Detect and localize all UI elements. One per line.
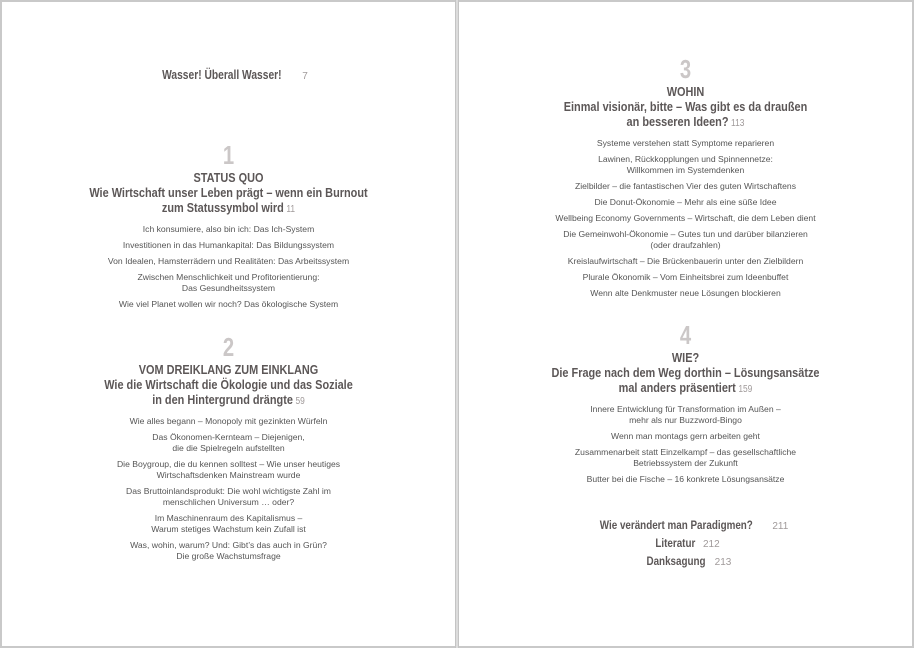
- chapter-title-line: Einmal visionär, bitte – Was gibt es da draußen: [563, 99, 808, 114]
- end-matter-page: 212: [703, 539, 720, 550]
- section-entry-line: Betriebssystem der Zukunft: [633, 458, 738, 468]
- chapter-title-end: zum Statussymbol wird: [161, 200, 284, 215]
- intro-entry[interactable]: [2, 66, 455, 84]
- chapter-title-line: [38, 392, 419, 409]
- chapter-title-line: [38, 200, 419, 217]
- section-entry-line: Willkommen im Systemdenken: [626, 165, 745, 175]
- section-entry-line: Zusammenarbeit statt Einzelkampf – das gesellschaftliche: [574, 447, 797, 457]
- section-entry-line: Warum stetiges Wachstum kein Zufall ist: [151, 524, 306, 534]
- end-matter-item[interactable]: [459, 516, 912, 534]
- chapter-3: [459, 56, 912, 304]
- section-list: [459, 138, 912, 299]
- left-page: [2, 2, 455, 646]
- chapter-page-number: 59: [295, 396, 305, 407]
- section-entry[interactable]: [459, 138, 912, 149]
- section-entry[interactable]: [459, 288, 912, 299]
- section-entry-line: Das Bruttoinlandsprodukt: Die wohl wichtigste Zahl im: [126, 486, 331, 496]
- section-entry-line: Wie viel Planet wollen wir noch? Das ökologische System: [118, 299, 339, 309]
- section-entry[interactable]: [2, 459, 455, 481]
- chapter-title-line: [495, 380, 876, 397]
- section-entry[interactable]: [2, 432, 455, 454]
- section-entry[interactable]: [2, 299, 455, 310]
- section-entry-line: Plurale Ökonomik – Vom Einheitsbrei zum Ideenbuffet: [582, 272, 789, 282]
- section-entry[interactable]: [2, 240, 455, 251]
- chapter-heading[interactable]: [38, 170, 419, 217]
- section-entry[interactable]: [459, 229, 912, 251]
- section-entry-line: Ich konsumiere, also bin ich: Das Ich-System: [142, 224, 315, 234]
- section-entry-line: Innere Entwicklung für Transformation im Außen –: [590, 404, 781, 414]
- chapter-1: [2, 142, 455, 315]
- section-entry[interactable]: [459, 197, 912, 208]
- chapter-heading[interactable]: [495, 84, 876, 131]
- chapter-title-line: Wie Wirtschaft unser Leben prägt – wenn ein Burnout: [89, 185, 368, 200]
- section-entry[interactable]: [2, 272, 455, 294]
- chapter-title-end: an besseren Ideen?: [626, 114, 729, 129]
- end-matter-title: Literatur: [655, 536, 696, 550]
- section-list: [2, 224, 455, 310]
- intro-title: Wasser! Überall Wasser!: [162, 68, 282, 82]
- chapter-page-number: 159: [738, 384, 753, 395]
- chapter-title-line: Wie die Wirtschaft die Ökologie und das Soziale: [104, 377, 353, 392]
- section-entry-line: Zielbilder – die fantastischen Vier des guten Wirtschaftens: [574, 181, 796, 191]
- section-entry[interactable]: [459, 404, 912, 426]
- section-entry[interactable]: [2, 256, 455, 267]
- chapter-label: VOM DREIKLANG ZUM EINKLANG: [138, 362, 319, 377]
- end-matter-item[interactable]: [459, 552, 912, 570]
- section-entry-line: (oder draufzahlen): [650, 240, 721, 250]
- section-entry-line: Das Ökonomen-Kernteam – Diejenigen,: [152, 432, 305, 442]
- section-entry-line: menschlichen Universum … oder?: [162, 497, 295, 507]
- section-entry[interactable]: [459, 256, 912, 267]
- section-entry-line: die die Spielregeln aufstellten: [172, 443, 285, 453]
- right-page: [459, 2, 912, 646]
- chapter-label: WIE?: [671, 350, 700, 365]
- section-entry-line: Wirtschaftsdenken Mainstream wurde: [156, 470, 301, 480]
- chapter-label: STATUS QUO: [193, 170, 264, 185]
- section-entry-line: Wenn man montags gern arbeiten geht: [611, 431, 760, 441]
- section-entry-line: Die große Wachstumsfrage: [176, 551, 281, 561]
- chapter-title-end: in den Hintergrund drängte: [152, 392, 293, 407]
- section-entry[interactable]: [2, 540, 455, 562]
- section-entry-line: Die Gemeinwohl-Ökonomie – Gutes tun und darüber bilanzieren: [563, 229, 808, 239]
- section-entry-line: Systeme verstehen statt Symptome reparieren: [596, 138, 775, 148]
- section-entry-line: Investitionen in das Humankapital: Das Bildungssystem: [122, 240, 335, 250]
- chapter-page-number: 11: [286, 204, 296, 215]
- section-entry[interactable]: [459, 154, 912, 176]
- section-entry[interactable]: [459, 447, 912, 469]
- section-entry[interactable]: [2, 513, 455, 535]
- section-entry-line: Die Donut-Ökonomie – Mehr als eine süße Idee: [594, 197, 777, 207]
- section-entry-line: Das Gesundheitssystem: [181, 283, 276, 293]
- chapter-heading[interactable]: [38, 362, 419, 409]
- chapter-heading[interactable]: [495, 350, 876, 397]
- section-entry-line: Die Boygroup, die du kennen solltest – Wie unser heutiges: [116, 459, 341, 469]
- section-list: [459, 404, 912, 485]
- section-entry[interactable]: [2, 416, 455, 427]
- end-matter-page: 213: [714, 557, 732, 568]
- section-entry-line: Butter bei die Fische – 16 konkrete Lösungsansätze: [586, 474, 785, 484]
- section-entry[interactable]: [2, 486, 455, 508]
- section-entry-line: Kreislaufwirtschaft – Die Brückenbauerin unter den Zielbildern: [567, 256, 804, 266]
- intro-page-number: 7: [302, 71, 308, 82]
- section-entry-line: Wellbeing Economy Governments – Wirtschaft, die dem Leben dient: [555, 213, 816, 223]
- end-matter-title: Danksagung: [646, 554, 706, 568]
- section-entry-line: mehr als nur Buzzword-Bingo: [629, 415, 742, 425]
- chapter-2: [2, 334, 455, 567]
- chapter-label: WOHIN: [666, 84, 705, 99]
- section-entry[interactable]: [459, 431, 912, 442]
- section-entry-line: Zwischen Menschlichkeit und Profitorientierung:: [137, 272, 320, 282]
- section-entry[interactable]: [459, 272, 912, 283]
- section-entry[interactable]: [2, 224, 455, 235]
- chapter-page-number: 113: [731, 118, 745, 129]
- section-entry-line: Im Maschinenraum des Kapitalismus –: [154, 513, 303, 523]
- chapter-numeral: 4: [679, 320, 692, 350]
- chapter-title-line: [495, 114, 876, 131]
- section-entry-line: Von Idealen, Hamsterrädern und Realitäten: Das Arbeitssystem: [107, 256, 350, 266]
- section-entry[interactable]: [459, 213, 912, 224]
- section-entry[interactable]: [459, 181, 912, 192]
- section-entry-line: Wie alles begann – Monopoly mit gezinkten Würfeln: [129, 416, 328, 426]
- chapter-numeral: 1: [222, 140, 235, 170]
- chapter-4: [459, 322, 912, 490]
- chapter-numeral: 3: [679, 54, 692, 84]
- end-matter-item[interactable]: [459, 534, 912, 552]
- end-matter-title: Wie verändert man Paradigmen?: [599, 518, 753, 532]
- section-entry-line: Was, wohin, warum? Und: Gibt’s das auch in Grün?: [130, 540, 327, 550]
- section-entry-line: Wenn alte Denkmuster neue Lösungen blockieren: [590, 288, 781, 298]
- section-entry-line: Lawinen, Rückkopplungen und Spinnennetze:: [598, 154, 773, 164]
- section-list: [2, 416, 455, 562]
- end-matter-page: 211: [772, 521, 789, 532]
- chapter-title-end: mal anders präsentiert: [618, 380, 736, 395]
- end-matter-list: [459, 516, 912, 570]
- section-entry[interactable]: [459, 474, 912, 485]
- chapter-title-line: Die Frage nach dem Weg dorthin – Lösungsansätze: [551, 365, 820, 380]
- chapter-numeral: 2: [222, 332, 235, 362]
